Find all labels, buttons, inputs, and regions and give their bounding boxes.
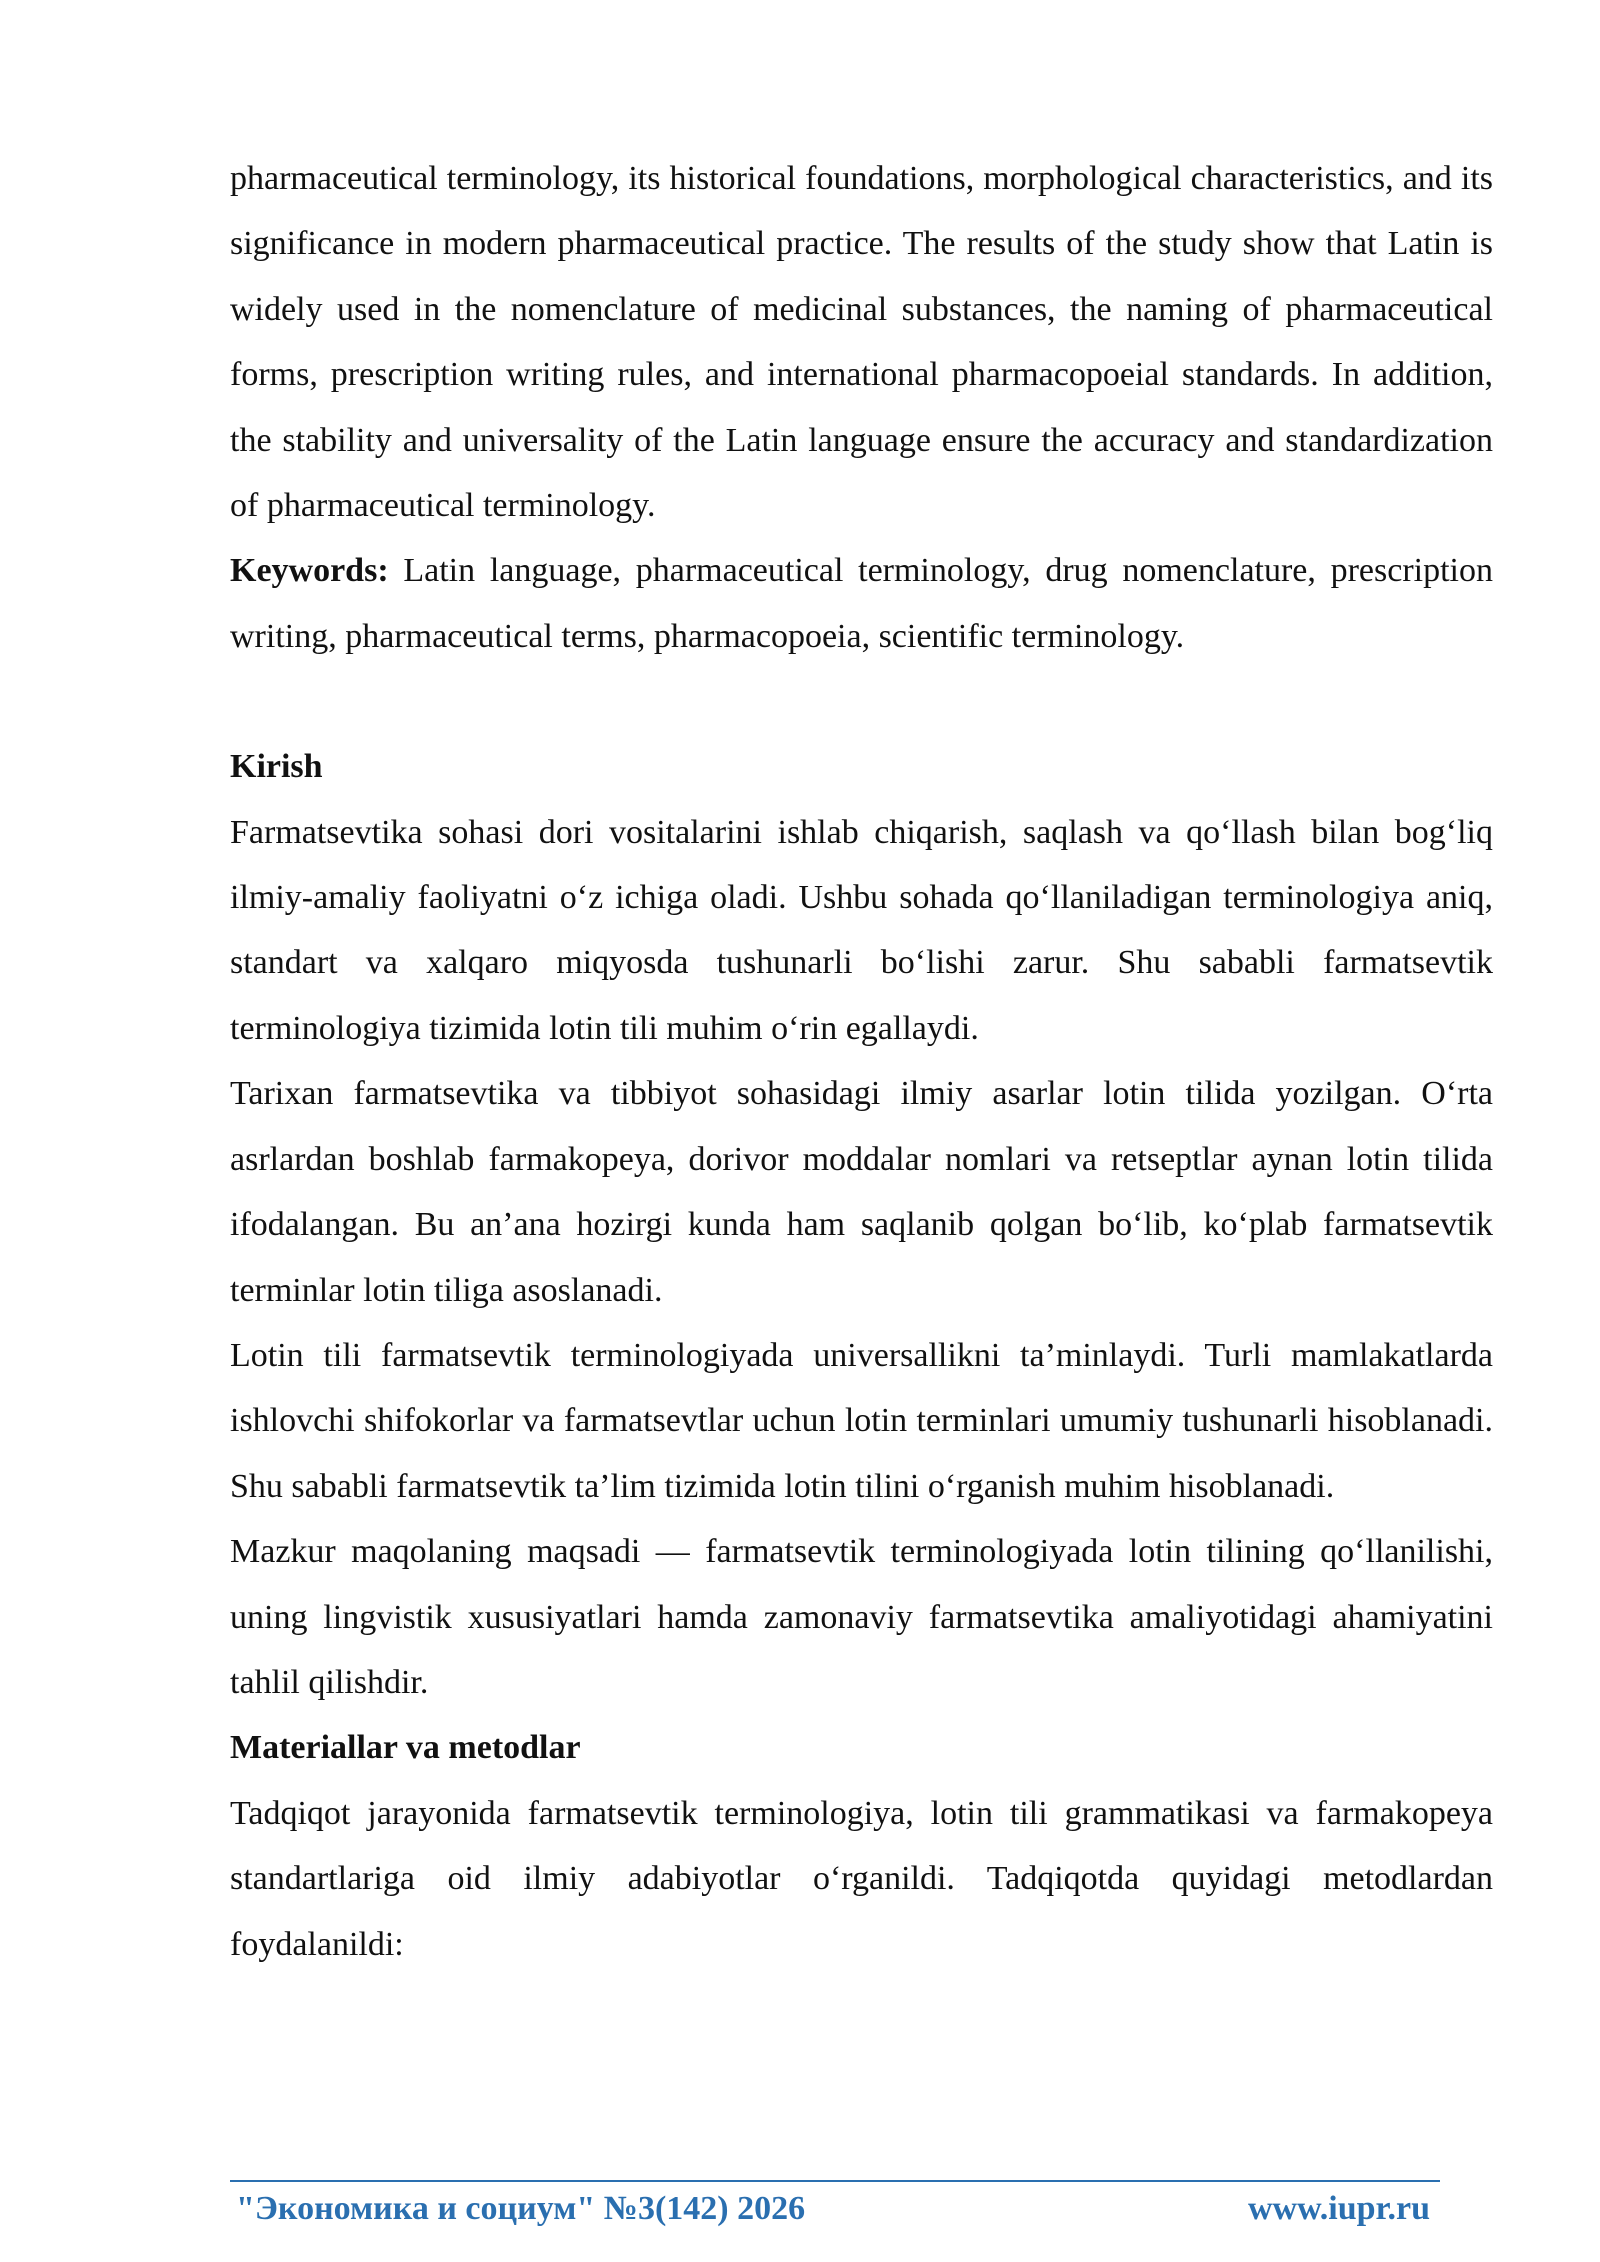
intro-paragraph-1: Farmatsevtika sohasi dori vositalarini ishlab chiqarish, saqlash va qo‘llash bilan bog‘liq ilmiy-amaliy faoliyatni o‘z ichiga oladi. Ushbu sohada qo‘llaniladigan terminologiya aniq, standart va xalqaro miqyosda tushunarli bo‘lishi zarur. Shu sababli farmatsevtik terminologiya tizimida lotin tili muhim o‘rin egallaydi. — [230, 813, 1493, 1047]
footer-website-link[interactable]: www.iupr.ru — [1247, 2190, 1430, 2227]
methods-heading: Materiallar va metodlar — [230, 1729, 581, 1767]
footer-journal: "Экономика и социум" №3(142) 2026 — [236, 2190, 806, 2227]
intro-paragraph-3: Lotin tili farmatsevtik terminologiyada universallikni ta’minlaydi. Turli mamlakatlarda ishlovchi shifokorlar va farmatsevtlar uchun lotin terminlari umumiy tushunarli hisoblanadi. Shu sababli farmatsevtik ta’lim tizimida lotin tilini o‘rganish muhim hisoblanadi. — [230, 1336, 1493, 1505]
intro-heading: Kirish — [230, 748, 323, 786]
section-spacer — [230, 669, 1493, 734]
footer-divider — [230, 2180, 1440, 2182]
methods-paragraph-1: Tadqiqot jarayonida farmatsevtik terminologiya, lotin tili grammatikasi va farmakopeya standartlariga oid ilmiy adabiyotlar o‘rganildi. Tadqiqotda quyidagi metodlardan foydalanildi: — [230, 1794, 1493, 1963]
abstract-paragraph: pharmaceutical terminology, its historical foundations, morphological characteristics, and its significance in modern pharmaceutical practice. The results of the study show that Latin is widely used in the nomenclature of medicinal substances, the naming of pharmaceutical forms, prescription writing rules, and international pharmacopoeial standards. In addition, the stability and universality of the Latin language ensure the accuracy and standardization of pharmaceutical terminology. — [230, 160, 1493, 525]
keywords-label: Keywords: — [230, 552, 389, 590]
page-footer — [230, 2190, 1440, 2230]
intro-paragraph-4: Mazkur maqolaning maqsadi — farmatsevtik terminologiyada lotin tilining qo‘llanilishi, uning lingvistik xususiyatlari hamda zamonaviy farmatsevtika amaliyotidagi ahamiyatini tahlil qilishdir. — [230, 1533, 1493, 1701]
page-body — [230, 146, 1493, 1977]
intro-paragraph-2: Tarixan farmatsevtika va tibbiyot sohasidagi ilmiy asarlar lotin tilida yozilgan. O‘rta asrlardan boshlab farmakopeya, dorivor moddalar nomlari va retseptlar aynan lotin tilida ifodalangan. Bu an’ana hozirgi kunda ham saqlanib qolgan bo‘lib, ko‘plab farmatsevtik terminlar lotin tiliga asoslanadi. — [230, 1075, 1493, 1309]
keywords-paragraph — [230, 538, 1493, 669]
keywords-text: Latin language, pharmaceutical terminology, drug nomenclature, prescription writing, pharmaceutical terms, pharmacopoeia, scientific terminology. — [230, 552, 1493, 655]
